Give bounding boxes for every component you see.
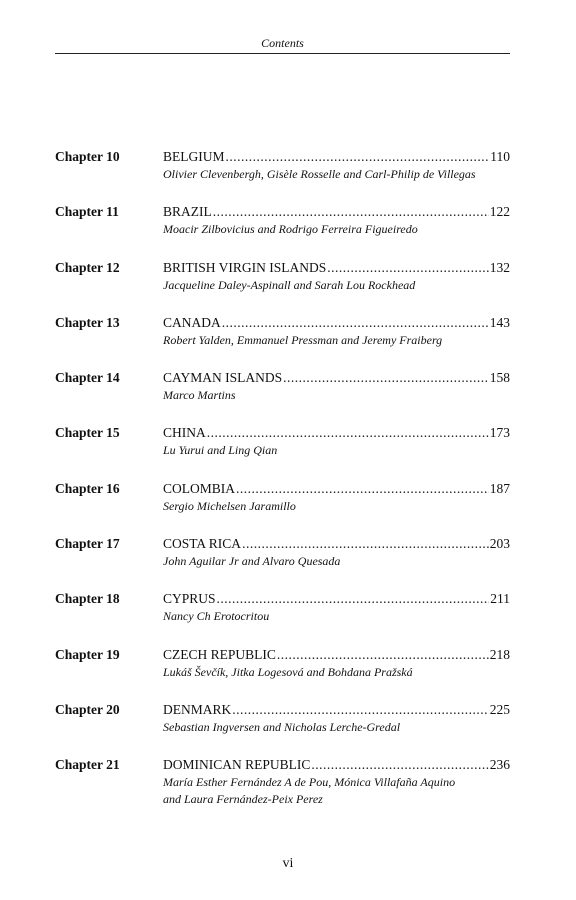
dot-leader [283, 369, 489, 387]
chapter-number: Chapter 11 [55, 204, 119, 220]
chapter-number: Chapter 19 [55, 646, 120, 662]
toc-entry[interactable] [55, 259, 510, 314]
chapter-title[interactable]: COLOMBIA [163, 480, 236, 496]
page-number[interactable]: 122 [489, 204, 510, 220]
chapter-title[interactable]: DENMARK [163, 701, 232, 717]
chapter-title[interactable]: CHINA [163, 425, 206, 441]
page-number[interactable]: 203 [489, 536, 510, 552]
title-line [163, 646, 510, 664]
toc-entry[interactable] [55, 756, 510, 811]
page-number[interactable]: 173 [489, 425, 510, 441]
title-line [163, 756, 510, 774]
page-number[interactable]: 225 [489, 701, 510, 717]
toc-entry[interactable] [55, 148, 510, 203]
dot-leader [213, 203, 489, 221]
chapter-authors: Lu Yurui and Ling Qian [163, 443, 278, 458]
page-number[interactable]: 110 [490, 149, 510, 164]
dot-leader [327, 259, 488, 277]
title-line [163, 535, 510, 553]
chapter-authors: Lukáš Ševčík, Jitka Logesová and Bohdana Pražská [163, 664, 413, 679]
dot-leader [217, 590, 490, 608]
dot-leader [236, 480, 489, 498]
chapter-number: Chapter 13 [55, 314, 120, 330]
header-rule [55, 53, 510, 54]
chapter-title[interactable]: BELGIUM [163, 149, 225, 164]
chapter-title[interactable]: BRITISH VIRGIN ISLANDS [163, 259, 327, 275]
chapter-authors: Sebastian Ingversen and Nicholas Lerche-Gredal [163, 719, 401, 734]
toc-entry-body [163, 369, 510, 404]
toc-entry[interactable] [55, 369, 510, 424]
chapter-number: Chapter 14 [55, 370, 120, 386]
toc-entry-body [163, 480, 510, 515]
dot-leader [226, 148, 490, 166]
chapter-number: Chapter 21 [55, 757, 120, 773]
dot-leader [207, 424, 489, 442]
toc-entry[interactable] [55, 646, 510, 701]
chapter-number: Chapter 16 [55, 480, 120, 496]
chapter-authors: John Aguilar Jr and Alvaro Quesada [163, 554, 341, 569]
title-line [163, 148, 510, 166]
toc-entry-body [163, 756, 510, 808]
page-number[interactable]: 143 [489, 314, 510, 330]
chapter-title[interactable]: CYPRUS [163, 591, 216, 607]
page-folio: vi [282, 856, 294, 871]
toc-entry[interactable] [55, 480, 510, 535]
toc-entry[interactable] [55, 314, 510, 369]
chapter-title[interactable]: COSTA RICA [163, 536, 242, 552]
dot-leader [232, 701, 488, 719]
chapter-title[interactable]: CANADA [163, 314, 221, 330]
page-number[interactable]: 236 [489, 757, 510, 773]
chapter-authors: María Esther Fernández A de Pou, Mónica Villafaña Aquino [163, 775, 456, 790]
toc-entry-body [163, 424, 510, 459]
table-of-contents [55, 148, 510, 812]
toc-entry[interactable] [55, 701, 510, 756]
running-head-title: Contents [261, 36, 304, 50]
chapter-number: Chapter 20 [55, 701, 120, 717]
dot-leader [222, 314, 489, 332]
toc-entry-body [163, 314, 510, 349]
page-number[interactable]: 132 [489, 259, 510, 275]
chapter-title[interactable]: CAYMAN ISLANDS [163, 370, 283, 386]
page-number[interactable]: 218 [489, 646, 510, 662]
chapter-authors: Marco Martins [163, 388, 236, 403]
toc-entry-body [163, 259, 510, 294]
chapter-number: Chapter 12 [55, 259, 120, 275]
chapter-number: Chapter 10 [55, 149, 120, 164]
chapter-title[interactable]: CZECH REPUBLIC [163, 646, 276, 662]
page-number[interactable]: 158 [489, 370, 510, 386]
toc-entry[interactable] [55, 203, 510, 258]
toc-entry-body [163, 590, 510, 625]
toc-entry-body [163, 148, 510, 183]
chapter-authors: Robert Yalden, Emmanuel Pressman and Jeremy Fraiberg [163, 332, 443, 347]
page-number[interactable]: 187 [489, 480, 510, 496]
toc-entry-body [163, 203, 510, 238]
chapter-authors: and Laura Fernández-Peix Perez [163, 792, 323, 807]
dot-leader [242, 535, 489, 553]
title-line [163, 480, 510, 498]
chapter-title[interactable]: BRAZIL [163, 204, 212, 220]
title-line [163, 203, 510, 221]
chapter-authors: Olivier Clevenbergh, Gisèle Rosselle and Carl-Philip de Villegas [163, 167, 476, 181]
page-number[interactable]: 211 [490, 591, 510, 607]
title-line [163, 259, 510, 277]
title-line [163, 424, 510, 442]
toc-entry-body [163, 535, 510, 570]
toc-entry-body [163, 646, 510, 681]
dot-leader [311, 756, 488, 774]
toc-entry[interactable] [55, 424, 510, 479]
chapter-authors: Jacqueline Daley-Aspinall and Sarah Lou Rockhead [163, 277, 416, 292]
toc-entry[interactable] [55, 535, 510, 590]
chapter-authors: Moacir Zilbovicius and Rodrigo Ferreira Figueiredo [163, 222, 418, 237]
chapter-authors: Nancy Ch Erotocritou [163, 609, 270, 624]
title-line [163, 314, 510, 332]
chapter-authors: Sergio Michelsen Jaramillo [163, 498, 296, 513]
toc-entry[interactable] [55, 590, 510, 645]
chapter-number: Chapter 17 [55, 536, 120, 552]
chapter-title[interactable]: DOMINICAN REPUBLIC [163, 757, 311, 773]
chapter-number: Chapter 18 [55, 591, 120, 607]
title-line [163, 369, 510, 387]
dot-leader [277, 646, 489, 664]
chapter-number: Chapter 15 [55, 425, 120, 441]
title-line [163, 701, 510, 719]
title-line [163, 590, 510, 608]
toc-entry-body [163, 701, 510, 736]
